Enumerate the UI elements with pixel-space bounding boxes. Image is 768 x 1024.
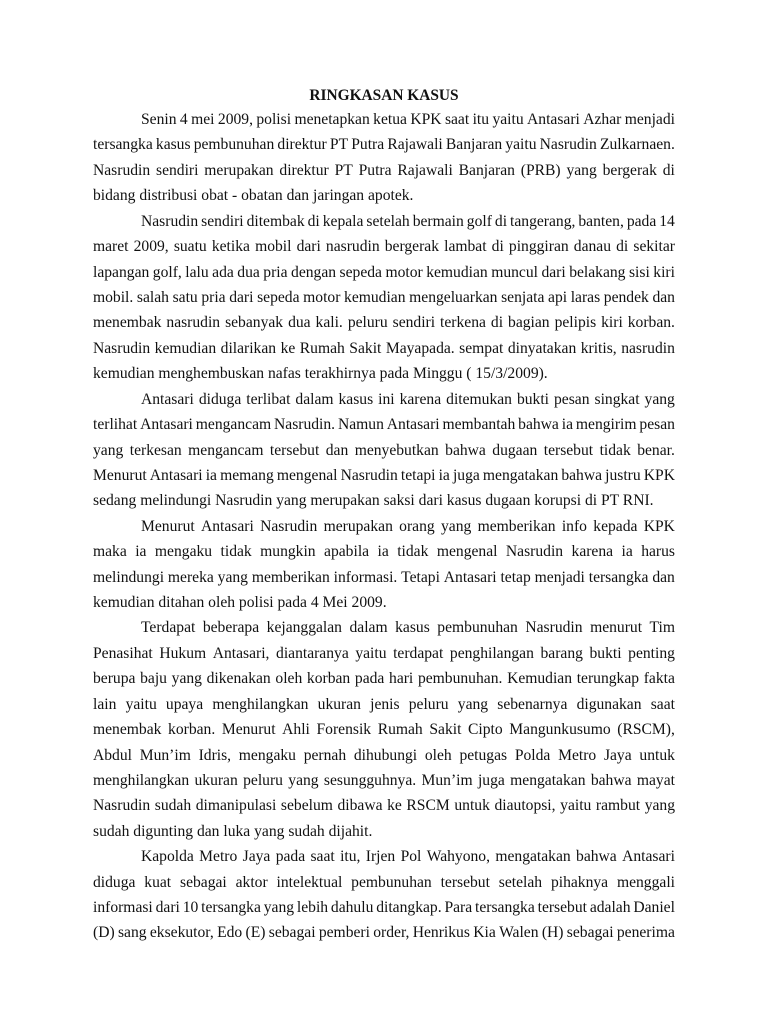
paragraph-line: Senin 4 mei 2009, polisi menetapkan ketua KPK saat itu yaitu Antasari Azhar menjadi [141,111,675,128]
paragraph-line: Antasari diduga terlibat dalam kasus ini karena ditemukan bukti pesan singkat yang [141,390,675,408]
paragraph-line: terlihat Antasari mengancam Nasrudin. Namun Antasari membantah bahwa ia mengirim pesan [93,416,675,433]
paragraph-line: Menurut Antasari ia memang mengenal Nasrudin tetapi ia juga mengatakan bahwa justru KPK [93,466,675,484]
paragraph-line: (D) sang eksekutor, Edo (E) sebagai pemberi order, Henrikus Kia Walen (H) sebagai penerima [93,924,675,942]
paragraph-line: yang terkesan mengancam tersebut dan menyebutkan bahwa dugaan tersebut tidak benar. [93,441,675,459]
paragraph-line: melindungi mereka yang memberikan informasi. Tetapi Antasari tetap menjadi tersangka dan [93,568,675,586]
paragraph-line: kemudian menghembuskan nafas terakhirnya pada Minggu ( 15/3/2009). [93,365,548,383]
paragraph-line: menghilangkan ukuran peluru yang sesungguhnya. Mun’im juga mengatakan bahwa mayat [93,771,675,789]
paragraph-line: Penasihat Hukum Antasari, diantaranya yaitu terdapat penghilangan barang bukti penting [93,644,675,662]
paragraph-line: Nasrudin sendiri ditembak di kepala setelah bermain golf di tangerang, banten, pada 14 [141,212,675,230]
paragraph-line: menembak korban. Menurut Ahli Forensik Rumah Sakit Cipto Mangunkusumo (RSCM), [93,721,675,739]
paragraph-line: Nasrudin sudah dimanipulasi sebelum dibawa ke RSCM untuk diautopsi, yaitu rambut yang [93,797,675,815]
paragraph-line: Abdul Mun’im Idris, mengaku pernah dihubungi oleh petugas Polda Metro Jaya untuk [93,746,675,764]
paragraph-line: Nasrudin kemudian dilarikan ke Rumah Sakit Mayapada. sempat dinyatakan kritis, nasrudin [93,339,675,357]
document-title: RINGKASAN KASUS [309,87,459,104]
paragraph-line: Nasrudin sendiri merupakan direktur PT Putra Rajawali Banjaran (PRB) yang bergerak di [93,161,675,179]
paragraph-line: Menurut Antasari Nasrudin merupakan orang yang memberikan info kepada KPK [141,517,675,535]
paragraph-line: berupa baju yang dikenakan oleh korban pada hari pembunuhan. Kemudian terungkap fakta [93,670,675,688]
paragraph-line: sedang melindungi Nasrudin yang merupakan saksi dari kasus dugaan korupsi di PT RNI. [93,492,654,510]
paragraph-line: lain yaitu upaya menghilangkan ukuran jenis peluru yang sebenarnya digunakan saat [93,695,675,713]
paragraph-line: lapangan golf, lalu ada dua pria dengan sepeda motor kemudian muncul dari belakang sisi kiri [93,263,675,281]
paragraph-line: maka ia mengaku tidak mungkin apabila ia tidak mengenal Nasrudin karena ia harus [93,543,675,561]
paragraph-line: Terdapat beberapa kejanggalan dalam kasus pembunuhan Nasrudin menurut Tim [141,619,675,637]
paragraph-line: maret 2009, suatu ketika mobil dari nasrudin bergerak lambat di pinggiran danau di sekitar [93,238,675,256]
paragraph-line: sudah digunting dan luka yang sudah dijahit. [93,822,373,840]
paragraph-line: informasi dari 10 tersangka yang lebih dahulu ditangkap. Para tersangka tersebut adalah Daniel [93,899,675,916]
paragraph-line: tersangka kasus pembunuhan direktur PT Putra Rajawali Banjaran yaitu Nasrudin Zulkarnaen. [93,136,675,154]
paragraph-line: mobil. salah satu pria dari sepeda motor kemudian mengeluarkan senjata api laras pendek dan [93,288,675,306]
paragraph-line: diduga kuat sebagai aktor intelektual pembunuhan tersebut setelah pihaknya menggali [93,873,675,891]
paragraph-line: bidang distribusi obat - obatan dan jaringan apotek. [93,187,414,205]
paragraph-line: menembak nasrudin sebanyak dua kali. peluru sendiri terkena di bagian pelipis kiri korban. [93,314,675,332]
paragraph-line: Kapolda Metro Jaya pada saat itu, Irjen Pol Wahyono, mengatakan bahwa Antasari [141,848,675,866]
paragraph-line: kemudian ditahan oleh polisi pada 4 Mei 2009. [93,594,387,611]
